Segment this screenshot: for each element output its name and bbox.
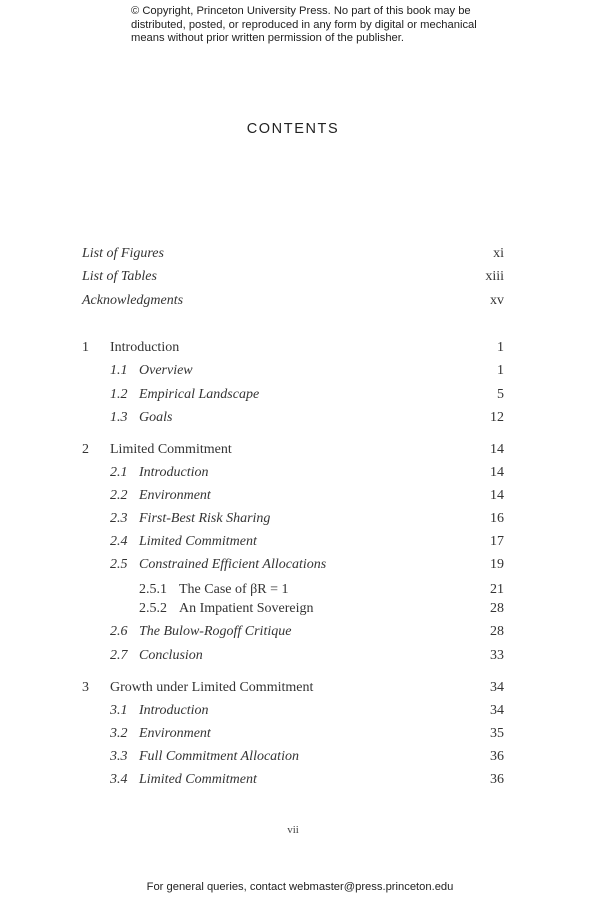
toc-entry-section bbox=[0, 747, 600, 767]
page-ref: 36 bbox=[490, 749, 504, 764]
section-title: Conclusion bbox=[139, 648, 203, 663]
page-ref: 14 bbox=[490, 488, 504, 503]
chapter-title: Limited Commitment bbox=[110, 442, 232, 457]
section-number: 3.3 bbox=[110, 749, 128, 764]
page-ref: 5 bbox=[497, 387, 504, 402]
page-ref: 21 bbox=[490, 582, 504, 597]
toc-entry-section bbox=[0, 555, 600, 575]
page-ref: 1 bbox=[497, 363, 504, 378]
page-ref: 34 bbox=[490, 703, 504, 718]
page-ref: xv bbox=[490, 293, 504, 308]
section-title: Limited Commitment bbox=[139, 534, 257, 549]
section-number: 3.1 bbox=[110, 703, 128, 718]
page-ref: 16 bbox=[490, 511, 504, 526]
page-ref: 14 bbox=[490, 442, 504, 457]
section-title: Full Commitment Allocation bbox=[139, 749, 299, 764]
chapter-title: Introduction bbox=[110, 340, 180, 355]
toc-entry-section bbox=[0, 770, 600, 790]
section-number: 2.4 bbox=[110, 534, 128, 549]
page-ref: 34 bbox=[490, 680, 504, 695]
toc-entry-section bbox=[0, 646, 600, 666]
page-ref: 36 bbox=[490, 772, 504, 787]
entry-title: List of Figures bbox=[82, 246, 164, 261]
section-title: Limited Commitment bbox=[139, 772, 257, 787]
toc-entry-front bbox=[0, 244, 600, 264]
section-title: First-Best Risk Sharing bbox=[139, 511, 271, 526]
chapter-title: Growth under Limited Commitment bbox=[110, 680, 314, 695]
toc-entry-section bbox=[0, 509, 600, 529]
page-number: vii bbox=[287, 824, 299, 836]
page-ref: 19 bbox=[490, 557, 504, 572]
toc-entry-front bbox=[0, 267, 600, 287]
section-title: The Bulow-Rogoff Critique bbox=[139, 624, 292, 639]
section-number: 3.2 bbox=[110, 726, 128, 741]
section-number: 2.6 bbox=[110, 624, 128, 639]
page-ref: xi bbox=[493, 246, 504, 261]
page-ref: 28 bbox=[490, 624, 504, 639]
toc-entry-front bbox=[0, 291, 600, 311]
section-number: 2.7 bbox=[110, 648, 128, 663]
page-ref: 14 bbox=[490, 465, 504, 480]
footer-contact: For general queries, contact webmaster@press.princeton.edu bbox=[146, 881, 454, 893]
section-title: Overview bbox=[139, 363, 193, 378]
section-title: Introduction bbox=[139, 703, 209, 718]
section-title: Environment bbox=[139, 488, 211, 503]
page-title: CONTENTS bbox=[246, 121, 340, 137]
toc-entry-section bbox=[0, 532, 600, 552]
toc-entry-section bbox=[0, 463, 600, 483]
section-title: Empirical Landscape bbox=[139, 387, 260, 402]
page-ref: 17 bbox=[490, 534, 504, 549]
section-number: 2.5 bbox=[110, 557, 128, 572]
entry-title: List of Tables bbox=[82, 269, 157, 284]
page-ref: 35 bbox=[490, 726, 504, 741]
page-ref: 28 bbox=[490, 601, 504, 616]
subsection-title: The Case of βR = 1 bbox=[179, 582, 289, 597]
section-title: Environment bbox=[139, 726, 211, 741]
toc-entry-section bbox=[0, 701, 600, 721]
entry-title: Acknowledgments bbox=[82, 293, 184, 308]
section-number: 1.2 bbox=[110, 387, 128, 402]
toc-entry-section bbox=[0, 486, 600, 506]
toc-entry-subsection bbox=[0, 599, 600, 619]
section-number: 1.1 bbox=[110, 363, 128, 378]
toc-entry-chapter bbox=[0, 440, 600, 460]
subsection-title: An Impatient Sovereign bbox=[179, 601, 314, 616]
page-ref: 33 bbox=[490, 648, 504, 663]
section-title: Constrained Efficient Allocations bbox=[139, 557, 327, 572]
subsection-number: 2.5.1 bbox=[139, 582, 167, 597]
section-number: 1.3 bbox=[110, 410, 128, 425]
toc-entry-section bbox=[0, 622, 600, 642]
section-number: 2.3 bbox=[110, 511, 128, 526]
toc-entry-subsection bbox=[0, 580, 600, 600]
toc-entry-section bbox=[0, 385, 600, 405]
chapter-number: 1 bbox=[82, 340, 89, 355]
section-number: 3.4 bbox=[110, 772, 128, 787]
section-number: 2.1 bbox=[110, 465, 128, 480]
chapter-number: 2 bbox=[82, 442, 89, 457]
page-ref: xiii bbox=[485, 269, 504, 284]
chapter-number: 3 bbox=[82, 680, 89, 695]
section-number: 2.2 bbox=[110, 488, 128, 503]
section-title: Goals bbox=[139, 410, 173, 425]
copyright-notice: © Copyright, Princeton University Press. No part of this book may be distributed, posted, or reproduced in any form by digital or mechanical means without prior written permission of the publisher. bbox=[131, 5, 477, 44]
toc-entry-section bbox=[0, 724, 600, 744]
toc-entry-chapter bbox=[0, 338, 600, 358]
toc-entry-section bbox=[0, 408, 600, 428]
toc-entry-section bbox=[0, 361, 600, 381]
subsection-number: 2.5.2 bbox=[139, 601, 167, 616]
section-title: Introduction bbox=[139, 465, 209, 480]
page-ref: 1 bbox=[497, 340, 504, 355]
toc-entry-chapter bbox=[0, 678, 600, 698]
page-ref: 12 bbox=[490, 410, 504, 425]
